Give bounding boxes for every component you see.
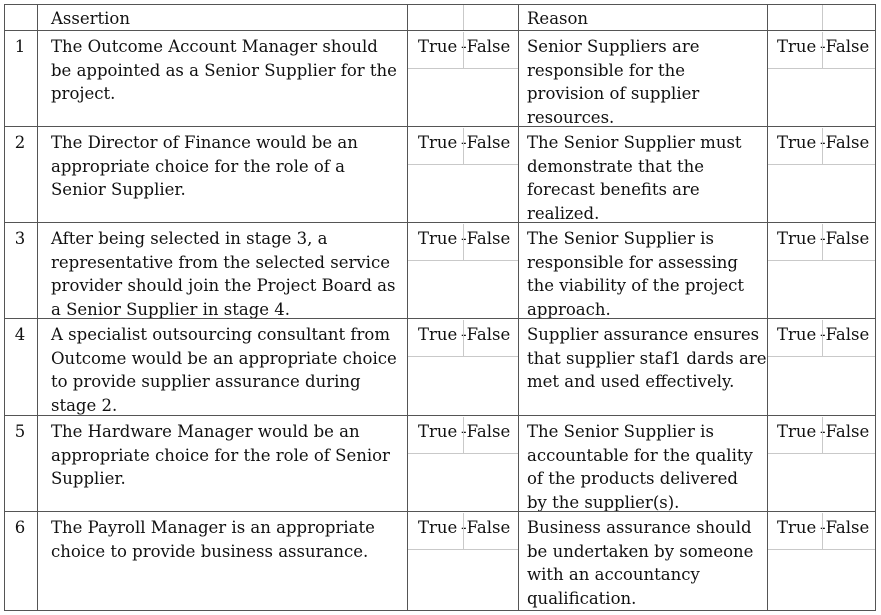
col-divider-a-tf (518, 5, 519, 610)
reason-text-line: of the products delivered (527, 469, 738, 488)
assertion-text-line: The Outcome Account Manager should (51, 37, 378, 56)
assertion-text-line: appropriate choice for the role of a (51, 156, 345, 176)
tf-underline (408, 164, 518, 165)
assertion-text-line: to provide supplier assurance during (51, 372, 361, 391)
tf-split-line (822, 128, 823, 164)
reason-text-line: The Senior Supplier is (527, 422, 714, 441)
row-number: 3 (14, 229, 26, 248)
row-number: 4 (14, 325, 26, 344)
assertion-text-line: After being selected in stage 3, a (51, 229, 328, 248)
assertion-text-line: A specialist outsourcing consultant from (51, 325, 390, 344)
assertion-text-line: a Senior Supplier in stage 4. (51, 299, 291, 319)
assertion-false-option[interactable]: -False (461, 518, 511, 537)
col-divider-assertion (407, 5, 408, 610)
reason-true-option[interactable]: True (777, 229, 817, 248)
tf-underline (768, 68, 875, 69)
reason-true-option[interactable]: True (777, 325, 817, 344)
row-divider (5, 126, 875, 127)
tf-underline (408, 549, 518, 550)
assertion-text-line: representative from the selected service (51, 252, 390, 272)
assertion-text-line: The Hardware Manager would be an (51, 422, 360, 441)
reason-false-option[interactable]: -False (820, 37, 870, 56)
reason-true-option[interactable]: True (777, 518, 817, 537)
reason-text-line: by the supplier(s). (527, 492, 680, 512)
tf-underline (768, 453, 875, 454)
assertion-true-option[interactable]: True (418, 133, 458, 152)
tf-underline (768, 549, 875, 550)
tf-split-line (822, 32, 823, 68)
reason-true-option[interactable]: True (777, 422, 817, 441)
tf-split-line (822, 320, 823, 356)
tf-split-line (822, 224, 823, 260)
assertion-text-line: stage 2. (51, 395, 118, 415)
assertion-false-option[interactable]: -False (461, 325, 511, 344)
tf-underline (408, 356, 518, 357)
row-number: 5 (14, 422, 26, 441)
assertion-text-line: be appointed as a Senior Supplier for the (51, 60, 397, 80)
row-number: 1 (14, 37, 26, 56)
tf-underline (408, 453, 518, 454)
row-divider (5, 511, 875, 512)
assertion-true-option[interactable]: True (418, 229, 458, 248)
reason-text-line: accountable for the quality (527, 445, 753, 465)
assertion-true-option[interactable]: True (418, 325, 458, 344)
reason-text-line: Senior Suppliers are (527, 37, 700, 56)
assertion-false-option[interactable]: -False (461, 422, 511, 441)
reason-text-line: responsible for the (527, 60, 686, 80)
assertion-reason-table (4, 4, 876, 611)
header-tf-split-line (822, 5, 823, 30)
header-assertion: Assertion (51, 9, 130, 28)
tf-underline (408, 260, 518, 261)
tf-split-line (822, 417, 823, 453)
tf-underline (768, 164, 875, 165)
reason-text-line: that supplier staf1 dards are (527, 348, 767, 368)
assertion-text-line: Senior Supplier. (51, 180, 186, 199)
reason-true-option[interactable]: True (777, 133, 817, 152)
col-divider-num (37, 5, 38, 610)
header-tf-split-line (463, 5, 464, 30)
reason-true-option[interactable]: True (777, 37, 817, 56)
reason-text-line: qualification. (527, 588, 637, 608)
reason-text-line: met and used effectively. (527, 372, 735, 391)
tf-split-line (463, 224, 464, 260)
tf-split-line (463, 417, 464, 453)
reason-text-line: be undertaken by someone (527, 541, 754, 561)
assertion-true-option[interactable]: True (418, 518, 458, 537)
tf-underline (768, 260, 875, 261)
reason-false-option[interactable]: -False (820, 229, 870, 248)
assertion-true-option[interactable]: True (418, 422, 458, 441)
assertion-true-option[interactable]: True (418, 37, 458, 56)
header-reason: Reason (527, 9, 589, 28)
reason-text-line: forecast benefits are (527, 180, 700, 199)
reason-text-line: responsible for assessing (527, 252, 738, 272)
row-divider (5, 318, 875, 319)
row-number: 2 (14, 133, 26, 152)
assertion-false-option[interactable]: -False (461, 229, 511, 248)
tf-split-line (463, 320, 464, 356)
assertion-false-option[interactable]: -False (461, 133, 511, 152)
tf-split-line (463, 32, 464, 68)
reason-text-line: Supplier assurance ensures (527, 325, 760, 344)
assertion-text-line: The Director of Finance would be an (51, 133, 358, 152)
reason-text-line: Business assurance should (527, 518, 752, 537)
col-divider-reason (767, 5, 768, 610)
reason-false-option[interactable]: -False (820, 133, 870, 152)
assertion-text-line: Outcome would be an appropriate choice (51, 348, 397, 368)
assertion-false-option[interactable]: -False (461, 37, 511, 56)
reason-text-line: demonstrate that the (527, 156, 704, 176)
reason-false-option[interactable]: -False (820, 325, 870, 344)
assertion-text-line: appropriate choice for the role of Senior (51, 445, 390, 465)
assertion-text-line: The Payroll Manager is an appropriate (51, 518, 375, 537)
reason-text-line: provision of supplier (527, 84, 700, 103)
assertion-text-line: Supplier. (51, 469, 126, 488)
tf-underline (768, 356, 875, 357)
assertion-text-line: project. (51, 84, 116, 103)
assertion-text-line: choice to provide business assurance. (51, 541, 369, 561)
row-divider (5, 415, 875, 416)
tf-split-line (463, 513, 464, 549)
assertion-text-line: provider should join the Project Board as (51, 276, 396, 295)
reason-text-line: realized. (527, 203, 600, 223)
tf-underline (408, 68, 518, 69)
reason-text-line: the viability of the project (527, 276, 744, 295)
reason-text-line: approach. (527, 299, 611, 319)
tf-split-line (463, 128, 464, 164)
row-divider (5, 222, 875, 223)
row-number: 6 (14, 518, 26, 537)
reason-text-line: The Senior Supplier must (527, 133, 742, 152)
reason-text-line: The Senior Supplier is (527, 229, 714, 248)
reason-text-line: with an accountancy (527, 565, 700, 584)
reason-false-option[interactable]: -False (820, 422, 870, 441)
header-divider (5, 30, 875, 31)
reason-text-line: resources. (527, 107, 615, 127)
tf-split-line (822, 513, 823, 549)
reason-false-option[interactable]: -False (820, 518, 870, 537)
